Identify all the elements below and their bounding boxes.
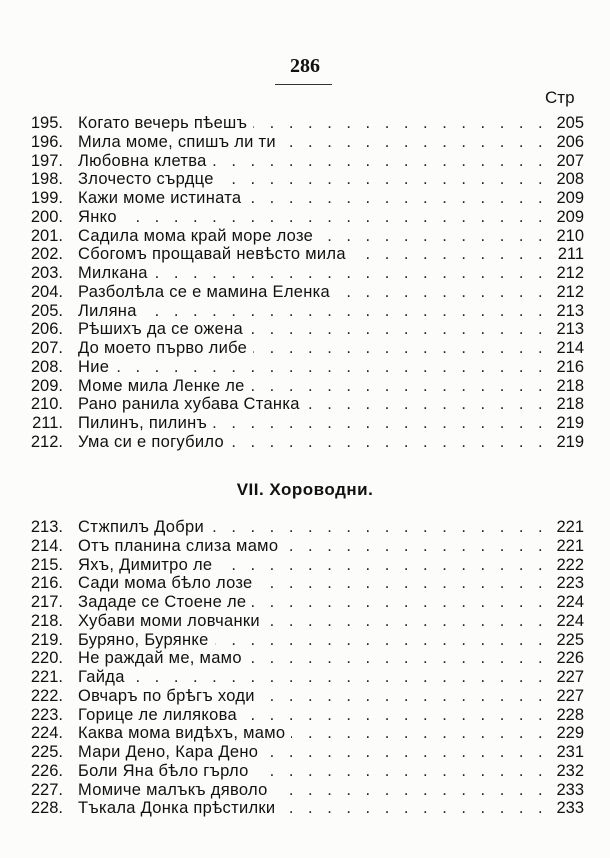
- entry-title: Мари Дено, Кара Дено: [78, 743, 264, 761]
- entry-number: 202.: [30, 245, 63, 264]
- entry-title: Лиляна: [78, 302, 143, 320]
- entry-page: 229: [556, 724, 584, 743]
- entry-page: 214: [556, 339, 584, 357]
- entry-page: 213: [556, 301, 584, 320]
- entry-number: 225.: [30, 743, 63, 761]
- entry-page: 219: [556, 432, 584, 451]
- entry-title: Кажи моме истината: [78, 189, 247, 207]
- entry-page: 216: [556, 357, 584, 376]
- entry-number: 217.: [30, 593, 63, 611]
- entry-title: Сбогомъ прощавай невѣсто мила: [78, 245, 352, 263]
- entry-page: 221: [556, 536, 584, 555]
- entry-number: 214.: [30, 536, 63, 555]
- entry-page: 213: [556, 320, 584, 339]
- entry-number: 212.: [30, 432, 63, 451]
- toc-entry: [0, 189, 610, 208]
- toc-entry: [0, 649, 610, 668]
- entry-title: Когато вечерь пѣешъ: [78, 114, 253, 132]
- toc-entry: [0, 612, 610, 631]
- entry-title: Садила мома край море лозе: [78, 227, 319, 245]
- entry-number: 219.: [30, 630, 63, 649]
- entry-title: Рано ранила хубава Станка: [78, 395, 306, 413]
- entry-number: 201.: [30, 226, 63, 245]
- entry-number: 206.: [30, 320, 63, 339]
- toc-entry: [0, 152, 610, 171]
- toc-entry: [0, 743, 610, 762]
- dot-leader: [78, 358, 552, 377]
- entry-title: Разболѣла се е мамина Еленка: [78, 283, 336, 301]
- entry-page: 233: [556, 799, 584, 818]
- page-number: 286: [290, 55, 320, 77]
- entry-page: 205: [556, 114, 584, 132]
- entry-page: 218: [556, 395, 584, 414]
- entry-number: 199.: [30, 189, 63, 207]
- toc-entry: [0, 706, 610, 725]
- entry-title: Хубави моми ловчанки: [78, 612, 266, 630]
- toc-entry: [0, 556, 610, 575]
- toc-entry: [0, 227, 610, 246]
- entry-title: Милкана: [78, 264, 154, 282]
- dot-leader: [78, 208, 552, 227]
- entry-title: Овчаръ по брѣгъ ходи: [78, 687, 261, 705]
- toc-entry: [0, 358, 610, 377]
- entry-title: Горице ле лилякова: [78, 706, 243, 724]
- toc-entry: [0, 631, 610, 650]
- entry-number: 222.: [30, 686, 63, 705]
- toc-entry: [0, 283, 610, 302]
- page-number-rule: [275, 84, 332, 85]
- entry-title: Ние: [78, 358, 115, 376]
- entry-title: Моме мила Ленке ле: [78, 377, 251, 395]
- entry-title: Тъкала Донка прѣстилки: [78, 799, 281, 817]
- entry-number: 218.: [30, 611, 63, 630]
- entry-title: Ума си е погубило: [78, 433, 230, 451]
- entry-number: 196.: [30, 132, 63, 151]
- entry-number: 215.: [30, 555, 63, 574]
- entry-page: 208: [556, 170, 584, 189]
- entry-title: Зададе се Стоене ле: [78, 593, 252, 611]
- entry-title: Янко: [78, 208, 123, 226]
- entry-page: 224: [556, 593, 584, 611]
- entry-page: 232: [556, 761, 584, 780]
- entry-number: 205.: [30, 301, 63, 320]
- entry-title: Любовна клетва: [78, 152, 213, 170]
- entry-title: Момиче малъкъ дяволо: [78, 781, 274, 799]
- entry-number: 207.: [30, 339, 63, 357]
- toc-list-part-1: [0, 114, 610, 452]
- entry-page: 224: [556, 611, 584, 630]
- entry-title: Стжпилъ Добри: [78, 518, 210, 536]
- entry-title: Каква мома видѣхъ, мамо: [78, 724, 291, 742]
- entry-page: 219: [556, 414, 584, 432]
- entry-page: 209: [556, 207, 584, 226]
- entry-number: 197.: [30, 151, 63, 170]
- toc-entry: [0, 724, 610, 743]
- toc-list-part-2: [0, 518, 610, 818]
- toc-entry: [0, 339, 610, 358]
- toc-entry: [0, 395, 610, 414]
- entry-number: 209.: [30, 376, 63, 395]
- entry-page: 222: [556, 555, 584, 574]
- entry-number: 213.: [30, 518, 63, 536]
- entry-page: 209: [556, 189, 584, 207]
- toc-entry: [0, 114, 610, 133]
- section-title: VII. Хороводни.: [236, 480, 374, 499]
- entry-number: 223.: [30, 705, 63, 724]
- entry-number: 200.: [30, 207, 63, 226]
- toc-entry: [0, 537, 610, 556]
- toc-entry: [0, 133, 610, 152]
- toc-entry: [0, 264, 610, 283]
- entry-number: 203.: [30, 264, 63, 282]
- entry-number: 227.: [30, 780, 63, 799]
- entry-title: Не раждай ме, мамо: [78, 649, 248, 667]
- toc-entry: [0, 668, 610, 687]
- entry-page: 226: [556, 649, 584, 668]
- entry-title: Пилинъ, пилинъ: [78, 414, 213, 432]
- toc-entry: [0, 320, 610, 339]
- toc-entry: [0, 170, 610, 189]
- entry-page: 221: [556, 518, 584, 536]
- entry-number: 211.: [32, 414, 63, 432]
- entry-number: 198.: [30, 170, 63, 189]
- entry-page: 233: [556, 780, 584, 799]
- toc-entry: [0, 593, 610, 612]
- entry-number: 216.: [30, 574, 63, 593]
- toc-entry: [0, 762, 610, 781]
- entry-number: 210.: [30, 395, 63, 414]
- entry-title: Яхъ, Димитро ле: [78, 556, 218, 574]
- entry-title: Мила моме, спишъ ли ти: [78, 133, 282, 151]
- entry-page: 228: [556, 705, 584, 724]
- entry-page: 227: [556, 686, 584, 705]
- entry-title: Рѣшихъ да се оженa: [78, 320, 249, 338]
- entry-number: 204.: [30, 282, 63, 301]
- toc-entry: [0, 574, 610, 593]
- entry-page: 212: [556, 282, 584, 301]
- entry-title: Злочесто сърдце: [78, 170, 220, 188]
- toc-entry: [0, 377, 610, 396]
- entry-title: Буряно, Бурянке: [78, 631, 215, 649]
- entry-page: 231: [556, 743, 584, 761]
- entry-number: 224.: [30, 724, 63, 743]
- toc-entry: [0, 687, 610, 706]
- page-column-header: Стр: [545, 88, 575, 107]
- entry-page: 227: [556, 668, 584, 686]
- entry-title: Отъ планина слиза мамо: [78, 537, 284, 555]
- toc-entry: [0, 518, 610, 537]
- toc-entry: [0, 245, 610, 264]
- entry-number: 208.: [30, 357, 63, 376]
- entry-page: 210: [556, 226, 584, 245]
- entry-page: 207: [556, 151, 584, 170]
- entry-number: 195.: [30, 114, 63, 132]
- entry-number: 221.: [30, 668, 63, 686]
- toc-entry: [0, 208, 610, 227]
- entry-page: 212: [556, 264, 584, 282]
- entry-title: Боли Яна бѣло гърло: [78, 762, 255, 780]
- toc-entry: [0, 781, 610, 800]
- entry-number: 220.: [30, 649, 63, 668]
- entry-page: 211: [557, 245, 584, 264]
- entry-page: 218: [556, 376, 584, 395]
- entry-title: Гайда: [78, 668, 131, 686]
- entry-number: 226.: [30, 761, 63, 780]
- toc-entry: [0, 302, 610, 321]
- toc-entry: [0, 414, 610, 433]
- entry-page: 225: [556, 630, 584, 649]
- entry-title: До моето първо либе: [78, 339, 253, 357]
- entry-title: Сади мома бѣло лозе: [78, 574, 259, 592]
- toc-entry: [0, 433, 610, 452]
- toc-entry: [0, 799, 610, 818]
- entry-page: 206: [556, 132, 584, 151]
- entry-number: 228.: [30, 799, 63, 818]
- entry-page: 223: [556, 574, 584, 593]
- dot-leader: [78, 302, 552, 321]
- dot-leader: [78, 668, 552, 687]
